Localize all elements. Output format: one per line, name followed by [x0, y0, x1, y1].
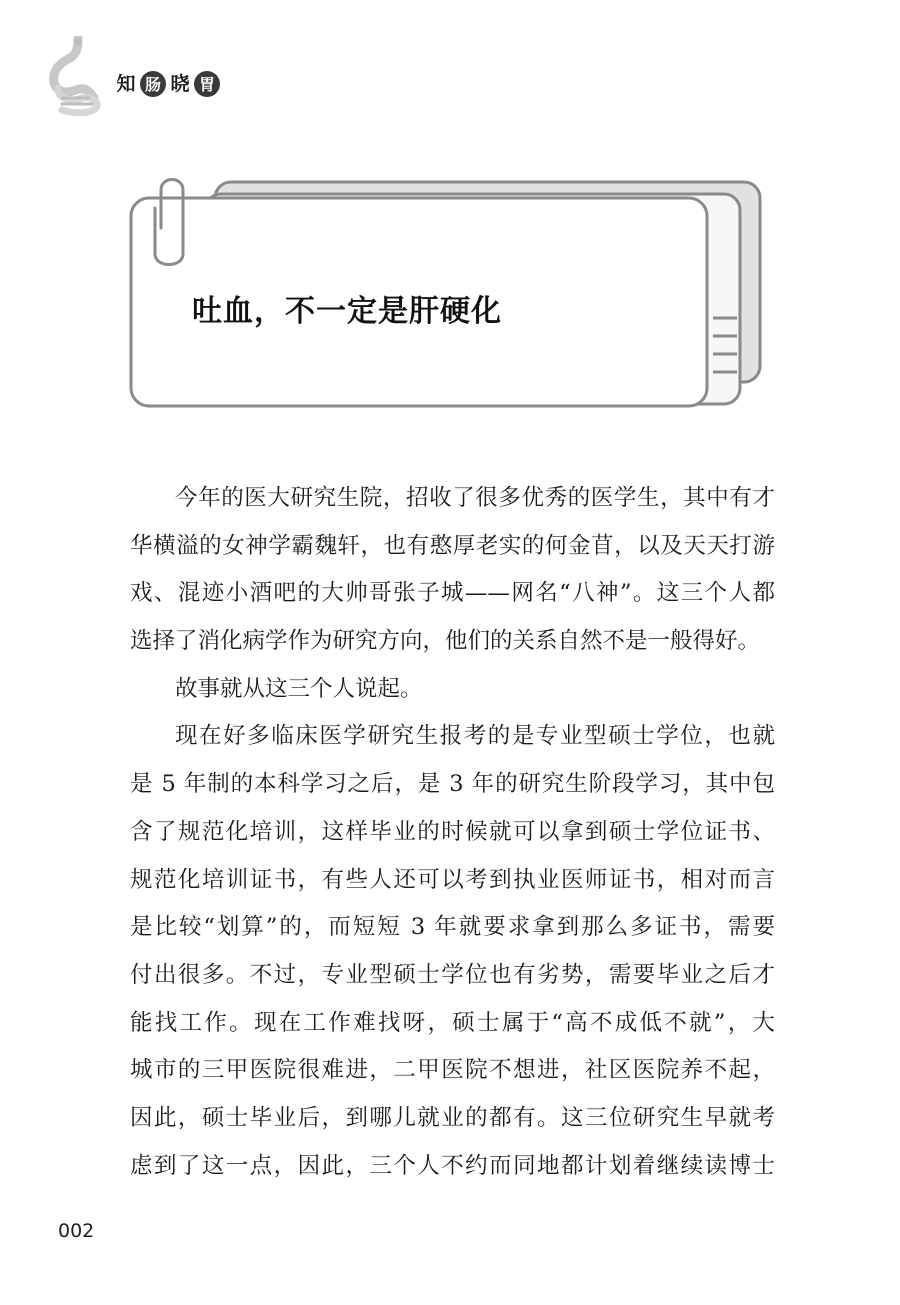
page-number: 002 [58, 1220, 95, 1242]
text-line: 含了规范化培训，这样毕业的时候就可以拿到硕士学位证书、 [130, 818, 775, 845]
text-line: 故事就从这三个人说起。 [175, 675, 423, 702]
text-line: 因此，硕士毕业后，到哪儿就业的都有。这三位研究生早就考 [130, 1104, 775, 1131]
brand-char-circled: 肠 [140, 71, 166, 97]
text-line: 现在好多临床医学研究生报考的是专业型硕士学位，也就 [175, 723, 775, 750]
text-line: 城市的三甲医院很难进，二甲医院不想进，社区医院养不起， [130, 1057, 775, 1084]
text-line: 戏、混迹小酒吧的大帅哥张子城——网名“八神”。这三个人都 [130, 580, 775, 607]
text-line: 是比较“划算”的，而短短 3 年就要求拿到那么多证书，需要 [130, 914, 775, 941]
brand-char-circled: 胃 [194, 71, 220, 97]
text-line: 规范化培训证书，有些人还可以考到执业医师证书，相对而言 [130, 866, 775, 893]
brand-name [114, 69, 222, 97]
text-line: 是 5 年制的本科学习之后，是 3 年的研究生阶段学习，其中包 [130, 771, 775, 798]
text-line: 能找工作。现在工作难找呀，硕士属于“高不成低不就”，大 [130, 1009, 775, 1036]
body-text [130, 475, 775, 1190]
text-line: 虑到了这一点，因此，三个人不约而同地都计划着继续读博士 [130, 1152, 775, 1179]
page-header [48, 36, 288, 116]
chapter-title: 吐血，不一定是肝硬化 [192, 294, 502, 329]
text-line: 华横溢的女神学霸魏轩，也有憨厚老实的何金苜，以及天天打游 [130, 532, 775, 559]
text-line: 今年的医大研究生院，招收了很多优秀的医学生，其中有才 [175, 485, 775, 511]
stomach-intestine-icon [48, 36, 118, 116]
text-line: 付出很多。不过，专业型硕士学位也有劣势，需要毕业之后才 [130, 961, 775, 988]
brand-char: 晓 [170, 73, 190, 95]
text-line: 选择了消化病学作为研究方向，他们的关系自然不是一般得好。 [130, 628, 761, 655]
brand-char: 知 [116, 73, 136, 95]
